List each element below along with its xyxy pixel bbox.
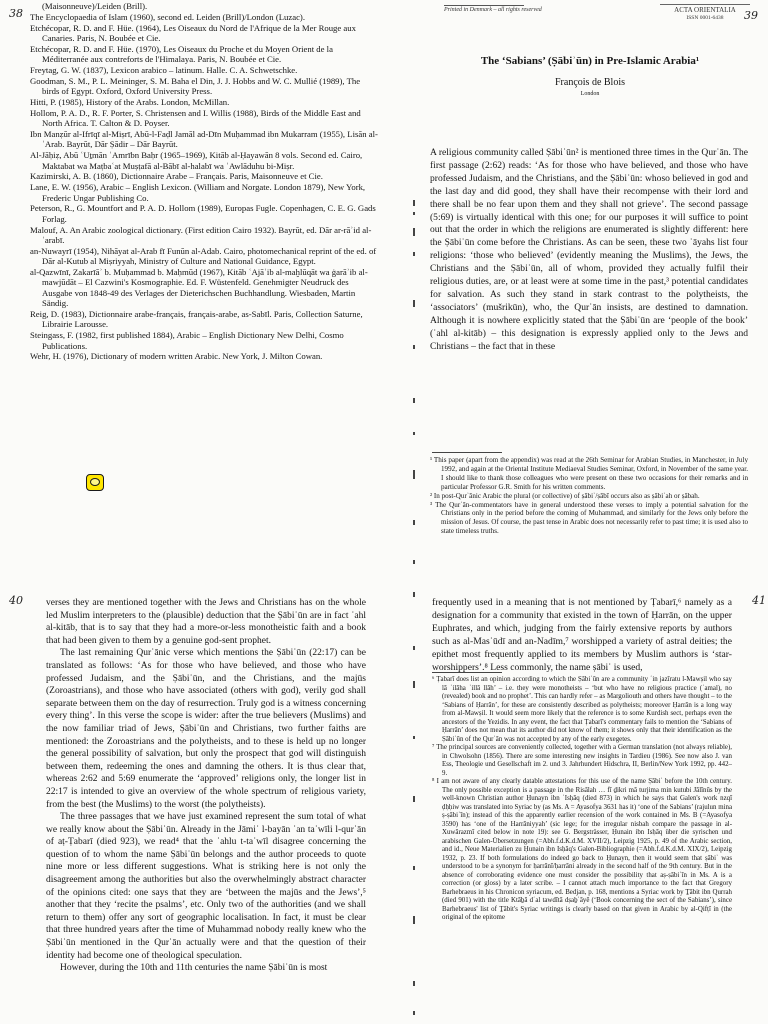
page-gutter	[404, 0, 422, 580]
footnote: ³ The Qurʾān-commentators have in general understood these verses to imply a potential salvation for the Christians only in the period before the coming of Muhammad, and similarly for the Jews only before the mission of Jesus. Of course, the past tense in Arabic does not necessarily refer to past time; it is used also to state timeless truths.	[430, 500, 748, 536]
footnote: ⁶ Ṭabarī does list an opinion according to which the Ṣābiʾūn are a community ʿin jazīratu l-Mawṣil who say lā ʾilāha ʾillā llāh’ – i.e. they were monotheists – ‘but who have no religious practice (ʿamal), no (revealed) book and no prophet’. This can hardly refer – as Margoliouth and others have thought – to the ‘Sabians of Ḥarrān’, for these are consistently described as polytheists; moreover Ḥarrān is a long way from al-Mawṣil. It would seem more likely that the reference is to some Kurdish sect, perhaps even the ancestors of the Yezidis. In any event, the fact that Ṭabarī's commentary fails to mention the ‘Sabians of Ḥarrān’ does not mean that its author did not know of them; it shows only that their identification as the Ṣābiʾūn of the Qurʾān was not accepted by any of the early exegetes.	[432, 676, 732, 743]
bibliography-entry: Peterson, R., G. Mountfort and P. A. D. Hollom (1989), Europas Fugle. Copenhagen, C. E. G. Gads Forlag.	[30, 203, 376, 224]
issn: ISSN 0001-6438	[686, 15, 724, 21]
paragraph: The three passages that we have just examined represent the sum total of what we really know about the Ṣābiʾūn. Already in the Jāmiʿ l-bayān ʿan taʾwīli l-qurʾān of aṭ-Ṭabarī (died 923), we read⁴ that the ʾahlu t-taʾwīl disagree concerning the question of to whom the name Ṣābiʾūn belongs and the author proceeds to quote nine more or less different suggestions. What is striking here is not only the disagreement among the authorities but also the overwhelmingly abstract character of the opinions cited: one says that they are ‘between the majūs and the Jews’,⁵ another that they ‘recite the psalms’, etc. Only two of the authorities (and we shall return to them) offer any sort of geographic localisation. In fact, it must be clear that three hundred years after the time of Muhammad nobody really knew who the Ṣābiʾūn mentioned in the Qurʾān actually were and that the question of their identity had become one of theological speculation.	[46, 812, 366, 961]
article-title: The ‘Sabians’ (Ṣābiʾūn) in Pre-Islamic Arabia¹	[480, 55, 700, 67]
footnote: ⁷ The principal sources are conveniently collected, together with a German translation (not always reliable), in Chwolsohn (1856). There are some interesting new insights in Tardieu (1986). See now also J. van Ess, Theologie und Gesellschaft im 2. und 3. Jahrhundert Hidschra, II, Berlin/New York 1992, pp. 442–9.	[432, 744, 732, 777]
body-text: A religious community called Ṣābiʾūn² is mentioned three times in the Qurʾān. The first passage (2:62) reads: ‘As for those who have believed, and those who have professed Judaism, and the Christians, and the Ṣābiʾūn: whoso believed in god and the last day and did good, they shall have their recompense with their lord and there shall be no fear upon them and they shall not grieve’. The second passage (5:69) is virtually identical with this one; for our purposes it will suffice to point out that the order in which the religions are enumerated is slightly different: here the Ṣābiʾūn come before the Christians. As can be seen, these two ʾāyahs list four religions: ‘those who believed’ (evidently meaning the Muslims), the Jews, the Christians and the Ṣābiʾūn, all of whom, provided they actually fulfil their religious duties, are, or at least were at some time in the past,³ potential candidates for salvation. As such they stand in stark contrast to the polytheists, the ‘associators’ (mušrikūn), who, the Qurʾān insists, are destined to damnation. Although it is nowhere explicitly stated that the Ṣābiʾūn are ‘people of the book’ (ʾahl al-kitāb) – this designation is expressly applied only to the Jews and Christians – the fact that in these	[430, 147, 748, 352]
page-38	[0, 0, 384, 586]
footnote-rule	[432, 452, 502, 453]
author-affiliation: London	[580, 91, 600, 97]
footnote: ² In post-Qurʾānic Arabic the plural (or collective) of ṣābiʾ/ṣābī occurs also as ṣābiʾah or ṣābah.	[430, 491, 700, 500]
bibliography-entry: Lane, E. W. (1956), Arabic – English Lexicon. (William and Norgate. London 1879), New York, Frederic Ungar Publishing Co.	[30, 182, 366, 203]
bibliography-list	[30, 1, 378, 362]
footnotes	[432, 676, 732, 923]
bibliography-entry: an-Nuwayrī (1954), Nihāyat al-Arab fī Funūn al-Adab. Cairo, photomechanical reprint of the ed. of Dār al-Kutub al Miṣriyyah, Ministry of Culture and National Guidance, Egypt.	[30, 245, 377, 267]
paragraph: However, during the 10th and 11th centuries the name Ṣābiʾūn is most	[60, 963, 328, 974]
page-number: 41	[752, 594, 766, 607]
paragraph: verses they are mentioned together with the Jews and Christians has on the whole led Muslim interpreters to the (plausible) deduction that the Ṣābiʾūn are in fact ʾahl al-kitāb, that is to say that they had a more-or-less monotheistic faith and a book that had been given to them by a genuine god-sent prophet.	[46, 598, 366, 646]
paragraph: The last remaining Qurʾānic verse which mentions the Ṣābiʾūn (22:17) can be translated as follows: ‘As for those who have believed, and those who have professed Judaism, and the Ṣābiʾūn, and the Christians, and the majūs (Zoroastrians), and those who have associated (others with god), verily god shall separate between them on the day of resurrection. Truly god is a witness concerning every thing’. In this verse the scope is wider: after the true believers (Muslims) and the now familiar triad of Jews, Ṣābiʾūn and Christians, two further faiths are mentioned: the Zoroastrians and the polytheists, and to these is held up no longer the general possibility of salvation, but only the prospect that god will distinguish between them, redeeming the ones and damning the others. It is thus clear that, whereas 2:62 and 5:69 enumerate the ‘approved’ religions only, the longer list in 22:17 is intended to give an overview of the whole spectrum of religious variety, from the best (the Muslims) to the worst (the polytheists).	[46, 648, 366, 810]
page-number: 39	[744, 9, 758, 22]
bibliography-entry: (Maisonneuve)/Leiden (Brill).	[42, 1, 148, 11]
body-text	[46, 597, 366, 975]
page-number: 38	[9, 7, 23, 20]
bibliography-entry: Al-Jāḥiẓ, Abū ʿUṯmān ʿAmrībn Baḥr (1965–1969), Kitāb al-Ḥayawān 8 vols. Second ed. Cairo, Maktabat wa Maṭbaʿat Muṣṭafā al-Bābī al-halabī wa ʾAwlāduhu bi-Miṣr.	[30, 150, 363, 171]
bibliography-entry: Kazimirski, A. B. (1860), Dictionnaire Arabe – Français. Paris, Maisonneuve et Cie.	[30, 171, 323, 182]
page-number: 40	[9, 594, 23, 607]
bibliography-entry: The Encyclopaedia of Islam (1960), second ed. Leiden (Brill)/London (Luzac).	[30, 11, 306, 22]
bibliography-entry: Malouf, A. An Arabic zoological dictionary. (First edition Cairo 1932). Bayrūt, ed. Dār ar-rāʾid al-ʿarabī.	[30, 224, 372, 246]
bibliography-entry: Goodman, S. M., P. L. Meininger, S. M. Baha el Din, J. J. Hobbs and W. C. Mullié (1989), The birds of Egypt. Oxford, Oxford University Press.	[30, 75, 361, 97]
bibliography-entry: Hitti, P. (1985), History of the Arabs. London, McMillan.	[30, 97, 230, 107]
author-name: François de Blois	[555, 77, 625, 88]
bibliography-entry: Ibn Manẓūr al-Ifrīqī al-Miṣrī, Abū-l-Faḍl Jamāl ad-Dīn Muḥammad ibn Mukarram (1955), Lisān al-ʿArab. Bayrūt, Dār Ṣādir – Dār Bayrūt.	[30, 129, 378, 150]
printer-notice: Printed in Denmark – all rights reserved	[444, 1, 594, 14]
bibliography-entry: al-Qazwīnī, Zakarīāʾ b. Muḥammad b. Maḥmūd (1967), Kitāb ʿAjāʾib al-maḫlūqāt wa ġarāʾib al-mawjūdāt – El Cazwini's Kosmographie. Ed. F. Wüstenfeld. Genehmigter Neudruck des Ausgabe von 1848-49 des Verlages der Dieterichschen Buchhandlung. Wiesbaden, Martin Sändig.	[30, 267, 368, 309]
bibliography-entry: Etchécopar, R. D. and F. Hüe. (1970), Les Oiseaux du Proche et du Moyen Orient de la Méditerranée aux contreforts de l'Himalaya. Paris, N. Boubée et Cie.	[30, 43, 333, 65]
page-gutter	[404, 586, 422, 1024]
journal-header	[660, 4, 750, 22]
sticky-note-icon[interactable]	[86, 474, 104, 491]
bibliography-entry: Freytag, G. W. (1837), Lexicon arabico – latinum. Halle. C. A. Schwetschke.	[30, 65, 298, 75]
footnote: ¹ This paper (apart from the appendix) was read at the 26th Seminar for Arabian Studies, in Manchester, in July 1992, and again at the Oriental Institute Mediaeval Studies Seminar, Oxford, in November of the same year. I should like to thank those colleagues who were present on these two occasions for their remarks and in particular Professor G.R. Smith for his written comments.	[430, 456, 748, 491]
footnote-rule	[432, 672, 502, 673]
bibliography-entry: Steingass, F. (1982, first published 1884), Arabic – English Dictionary New Delhi, Cosmo Publications.	[30, 330, 344, 351]
journal-name: ACTA ORIENTALIA	[674, 6, 736, 14]
bibliography-entry: Etchécopar, R. D. and F. Hüe. (1964), Les Oiseaux du Nord de l'Afrique de la Mer Rouge aux Canaries. Paris, N. Boubée et Cie.	[30, 22, 356, 43]
bibliography-entry: Hollom, P. A. D., R. F. Porter, S. Christensen and I. Willis (1988), Birds of the Middle East and North Africa. T. Calton & D. Poyser.	[30, 107, 361, 129]
bibliography-entry: Reig, D. (1983), Dictionnaire arabe-français, français-arabe, as-Sabīl. Paris, Collection Saturne, Librairie Larousse.	[30, 309, 363, 330]
bibliography-entry: Wehr, H. (1976), Dictionary of modern written Arabic. New York, J. Milton Cowan.	[30, 351, 323, 362]
footnote: ⁸ I am not aware of any clearly datable attestations for this use of the name Ṣābiʾ before the 10th century. The only possible exception is a passage in the Risālah … fī ḏikri mā turjima min kutubi Jālīnūs by the well-known Christian author Ḥunayn ibn ʾIsḥāq (died 873) in which he says that Galen's work nzqī ḍḥḥiw was translated into Syriac by (as Ms. A = Ayasofya 3631 has it) ‘one of the Sabians’ (rajulun mina ṣ-ṣābiʾīn); instead of this the apparently earlier recension of the work contained in Ms. B (=Ayasofya 3590) has ‘one of the Harrāniyyah’ (sic lege; for the irregular nisbah compare the passage in al-Xuwārazmī cited below in note 19): see G. Bergsträsser, Ḥunain ibn Isḥāq über die syrischen und arabischen Galen-Übersetzungen (=Abh.f.d.K.d.M. XVII/2), Leipzig 1925, p. 49 of the Arabic section, and id., Neue Materialien zu Ḥunain ibn Isḥāq's Galen-Bibliographie (=Abh.f.d.K.d.M. XIX/2), Leipzig 1932, p. 23. If both formulations do indeed go back to Ḥunayn, then it would seem that ṣābiʾ was understood to be a synonym for ḥarrānī/ḥarrāni already in the second half of the 9th century. But in the absence of corroborating evidence one must consider the possibility that aṣ-ṣābiʾīn in Ms. A is a correction (or gloss) by a later scribe. – I cannot attach much importance to the fact that Gregory Barhebraeus in his Chronicon syriacum, ed. Bedjan, p. 168, mentions a Syriac work by Ṯābit ibn Qurrah (died 901) with the title Ktāḇā dʿal tawdītā dṣaḇʾāyē (‘Book concerning the sect of the Sabians’), since Barhebraeus' list of Ṯābit's Syriac writings is clearly based on that given in Arabic by al-Qifṭī in (the original of the epitome	[432, 778, 732, 921]
footnotes	[430, 456, 748, 536]
body-text: frequently used in a meaning that is not mentioned by Ṭabarī,⁶ namely as a designation for a community that existed in the town of Ḥarrān, on the upper Euphrates, and which, judging from the fairly extensive reports by authors such as al-Masʿūdī and an-Nadīm,⁷ worshipped a variety of astral deities; the epithet most frequently applied to its members by Muslim authors is ‘star-worshippers’.⁸ Less commonly, the name ṣābiʾ is used,	[432, 597, 732, 673]
